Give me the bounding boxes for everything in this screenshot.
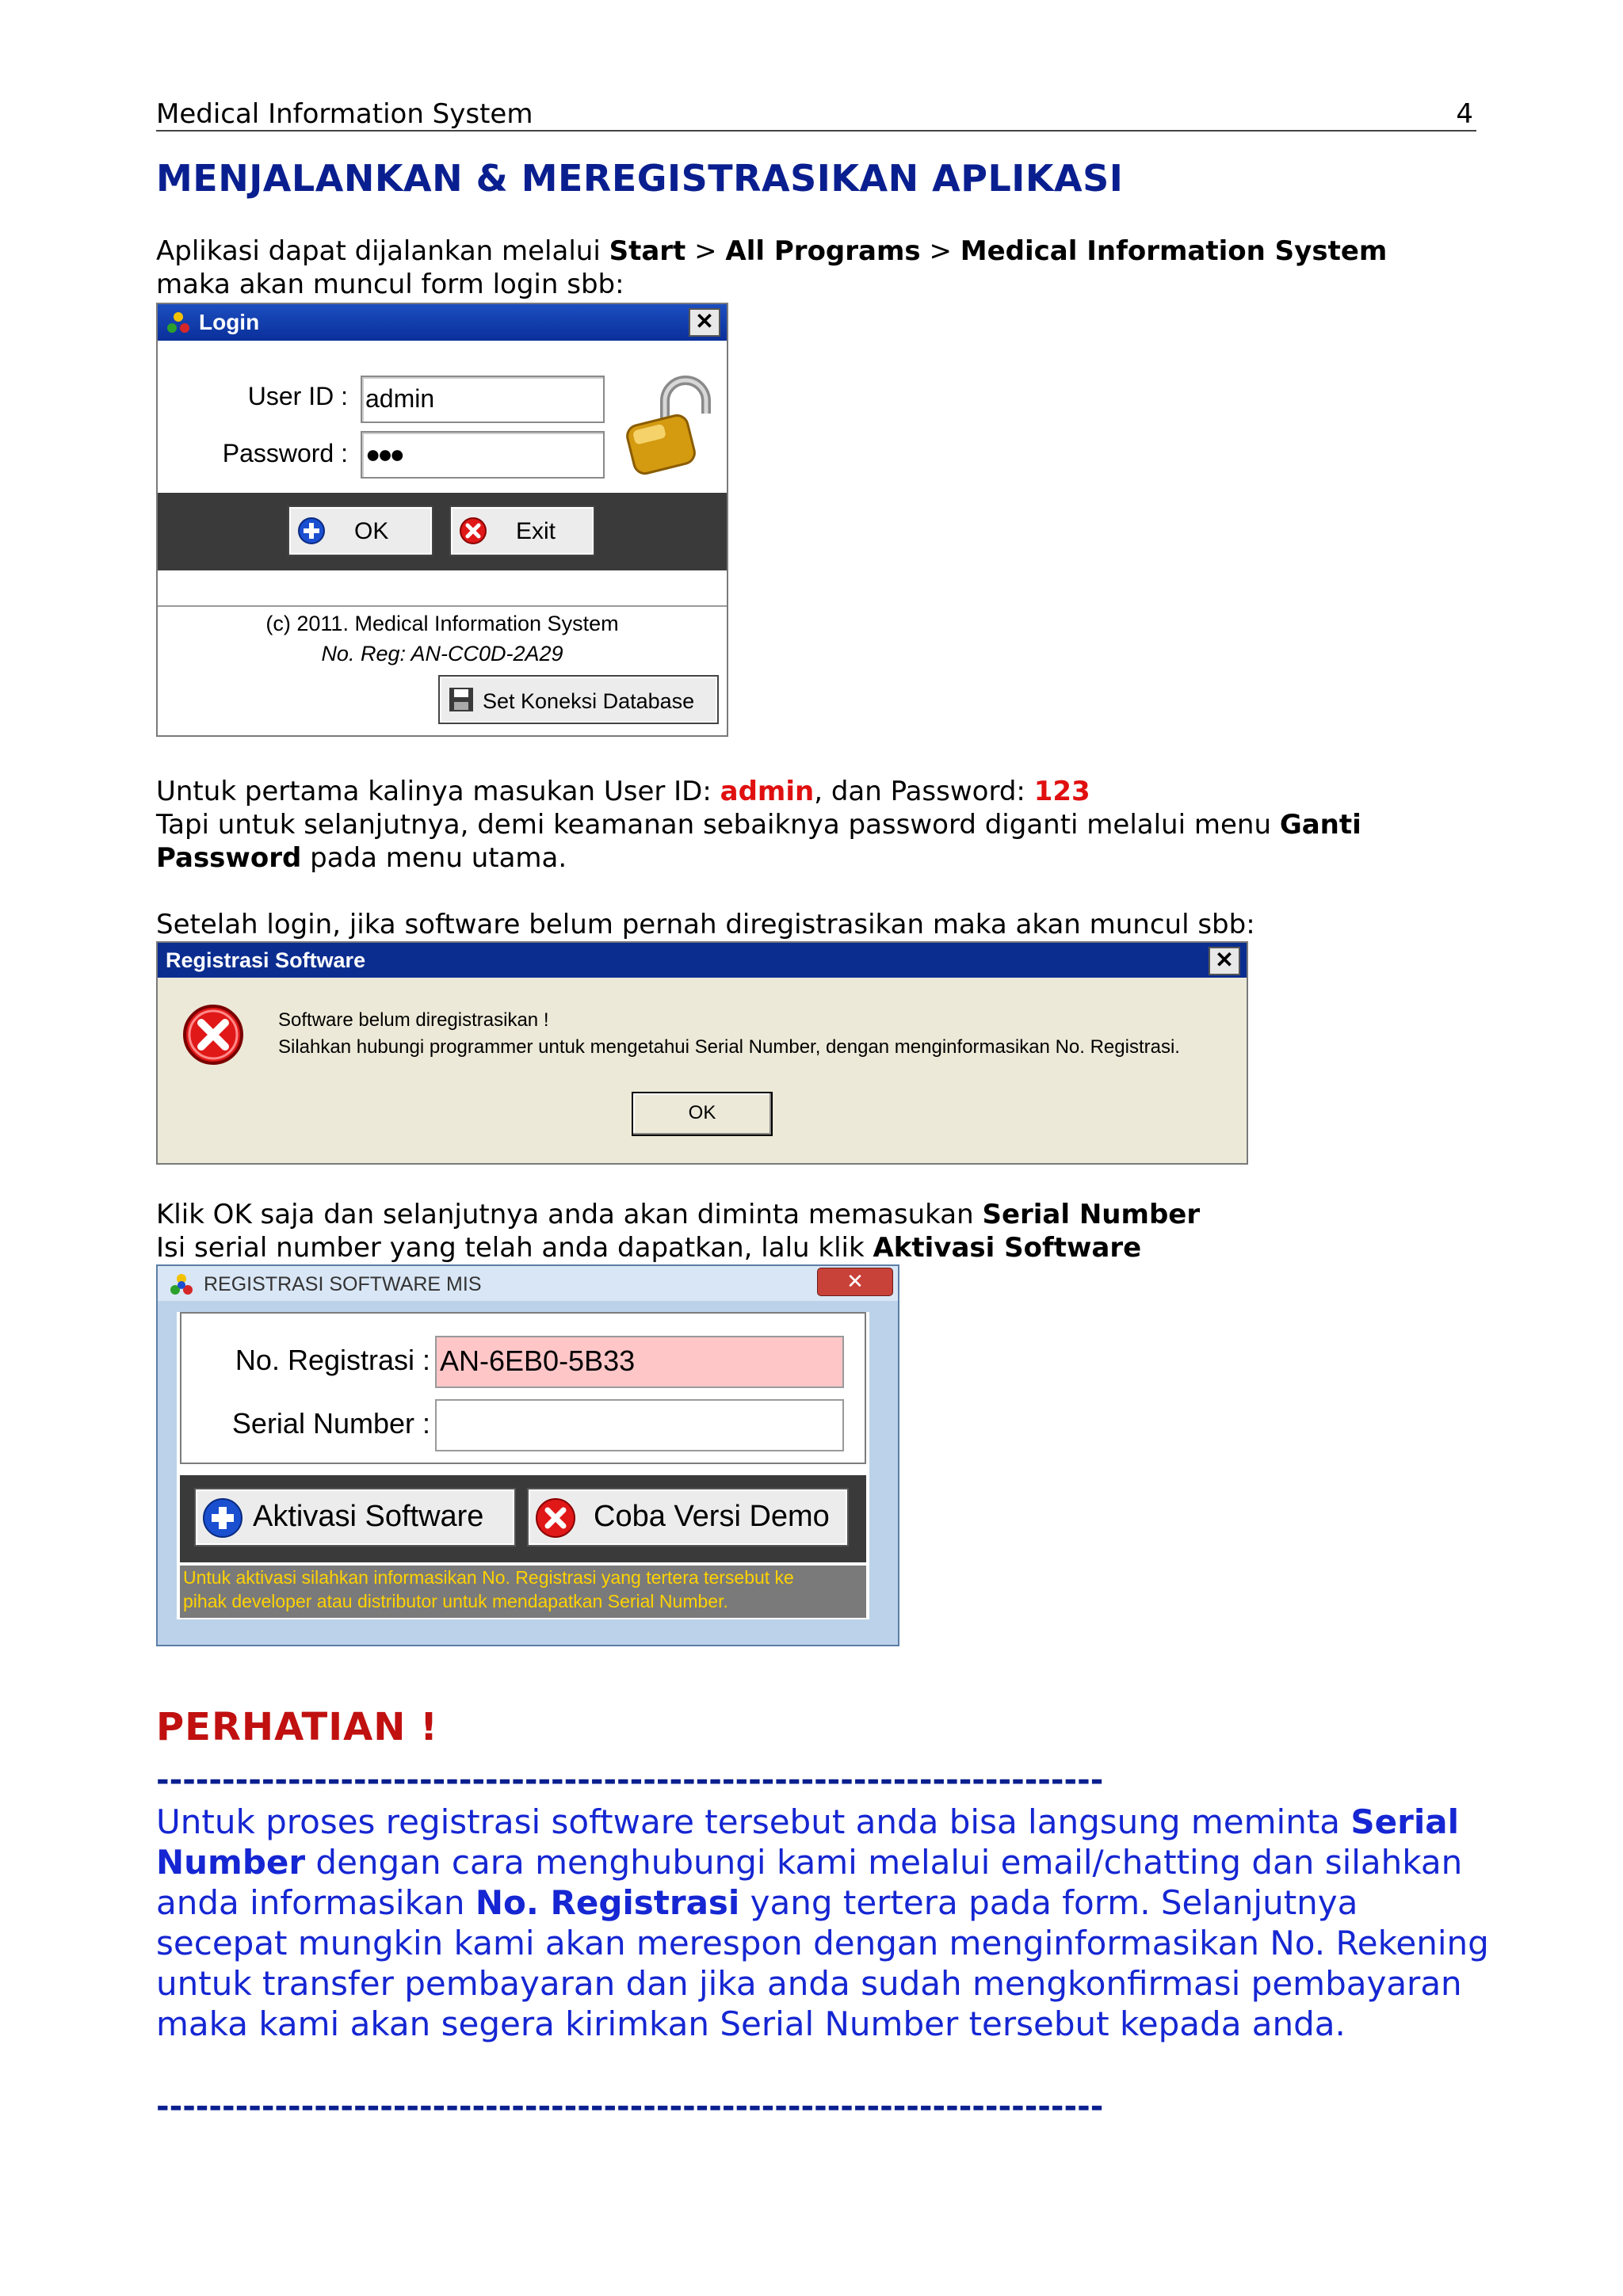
- menu-ganti: Ganti: [1279, 809, 1361, 841]
- serial-instructions-text: Klik OK saja dan selanjutnya anda akan diminta memasukan: [156, 1199, 983, 1230]
- dash-divider-bottom: ------------------------------------------------------------------------: [156, 2088, 1104, 2125]
- page-header: [156, 98, 1476, 132]
- section-heading: MENJALANKAN & MEREGISTRASIKAN APLIKASI: [156, 157, 1124, 200]
- login-title: Login: [199, 310, 260, 334]
- default-user-id: admin: [720, 776, 815, 807]
- user-id-label: User ID :: [247, 382, 348, 410]
- perhatian-text: yang tertera pada form. Selanjutnya secepat mungkin kami akan merespon dengan menginformasikan No. Rekening untuk transfer pembayaran dan jika anda sudah mengkonfirmasi pembayaran maka kami akan segera kirimkan Serial Number tersebut kepada anda.: [156, 1883, 1489, 2043]
- aktivasi-software-term: Aktivasi Software: [873, 1232, 1142, 1264]
- cancel-icon: [459, 517, 487, 545]
- message-line2: Silahkan hubungi programmer untuk mengetahui Serial Number, dengan menginformasikan No. Registrasi.: [278, 1036, 1180, 1058]
- ok-button[interactable]: [289, 507, 432, 555]
- registrasi-body: [177, 1312, 869, 1619]
- registrasi-message-box: [156, 941, 1248, 1165]
- no-registrasi-label: No. Registrasi :: [235, 1344, 430, 1376]
- intro-text: Aplikasi dapat dijalankan melalui: [156, 235, 609, 267]
- aktivasi-note-line1: Untuk aktivasi silahkan informasikan No. Registrasi yang tertera tersebut ke: [183, 1567, 794, 1588]
- login-instructions-text: Untuk pertama kalinya masukan User ID:: [156, 776, 720, 807]
- serial-number-label: Serial Number :: [231, 1407, 430, 1440]
- cancel-icon: [535, 1497, 576, 1539]
- aktivasi-note-line2: pihak developer atau distributor untuk mendapatkan Serial Number.: [183, 1591, 728, 1611]
- user-id-input[interactable]: admin: [361, 376, 605, 423]
- login-footer-divider: [158, 605, 727, 607]
- intro-sep: >: [920, 235, 960, 267]
- perhatian-paragraph: [156, 1802, 1495, 2044]
- intro-all-programs: All Programs: [725, 235, 921, 267]
- registrasi-fields-group: [180, 1312, 866, 1464]
- registrasi-close-button[interactable]: ✕: [817, 1268, 893, 1296]
- serial-number-term: Serial Number: [982, 1199, 1201, 1230]
- login-instructions: [156, 775, 1487, 875]
- serial-instructions-text: Isi serial number yang telah anda dapatkan, lalu klik: [156, 1232, 873, 1264]
- login-window: [156, 303, 728, 737]
- perhatian-heading: PERHATIAN !: [156, 1705, 439, 1749]
- header-title: Medical Information System: [156, 98, 533, 130]
- intro-line2: maka akan muncul form login sbb:: [156, 269, 624, 300]
- aktivasi-software-label: Aktivasi Software: [253, 1500, 484, 1533]
- intro-paragraph: [156, 235, 1487, 301]
- exit-button[interactable]: [451, 507, 594, 555]
- serial-instructions: [156, 1198, 1487, 1264]
- intro-sep: >: [685, 235, 726, 267]
- default-password: 123: [1033, 776, 1090, 807]
- message-ok-button[interactable]: OK: [632, 1092, 773, 1136]
- floppy-disk-icon: [448, 686, 475, 713]
- password-label: Password :: [222, 439, 348, 467]
- login-instructions-text: pada menu utama.: [301, 842, 567, 874]
- aktivasi-note: [180, 1566, 866, 1618]
- coba-versi-demo-button[interactable]: [529, 1489, 847, 1545]
- login-button-bar: [158, 493, 727, 570]
- intro-start: Start: [609, 235, 686, 267]
- message-titlebar: [158, 943, 1247, 978]
- registrasi-button-bar: [180, 1475, 866, 1562]
- login-titlebar: [158, 304, 727, 341]
- after-login-text: Setelah login, jika software belum pernah diregistrasikan maka akan muncul sbb:: [156, 909, 1255, 940]
- plus-icon: [202, 1497, 243, 1539]
- aktivasi-software-button[interactable]: [196, 1489, 514, 1545]
- registrasi-titlebar: [158, 1266, 898, 1301]
- perhatian-no-registrasi: No. Registrasi: [475, 1883, 740, 1922]
- page-number: 4: [1456, 98, 1473, 130]
- perhatian-text: dengan cara menghubungi kami melalui email/chatting dan silahkan anda informasikan: [156, 1843, 1463, 1922]
- coba-versi-demo-label: Coba Versi Demo: [594, 1500, 830, 1533]
- reg-number-text: No. Reg: AN-CC0D-2A29: [321, 642, 563, 666]
- intro-mis: Medical Information System: [960, 235, 1388, 267]
- set-koneksi-database-label: Set Koneksi Database: [483, 689, 695, 713]
- message-line1: Software belum diregistrasikan !: [278, 1009, 549, 1031]
- menu-password: Password: [156, 842, 302, 874]
- login-instructions-text: Tapi untuk selanjutnya, demi keamanan sebaiknya password diganti melalui menu: [156, 809, 1280, 841]
- perhatian-serial-number: Serial Number: [156, 1802, 1459, 1882]
- error-icon: [181, 1003, 245, 1066]
- registrasi-title: REGISTRASI SOFTWARE MIS: [204, 1273, 482, 1295]
- plus-icon: [297, 517, 326, 545]
- no-registrasi-field[interactable]: AN-6EB0-5B33: [435, 1336, 844, 1388]
- message-close-button[interactable]: ✕: [1209, 947, 1240, 975]
- registrasi-software-window: [156, 1264, 899, 1646]
- ok-button-label: OK: [354, 518, 389, 544]
- serial-number-field[interactable]: [435, 1399, 844, 1451]
- app-logo-icon: [169, 1272, 194, 1298]
- set-koneksi-database-button[interactable]: [440, 677, 717, 723]
- perhatian-text: Untuk proses registrasi software tersebut anda bisa langsung meminta: [156, 1802, 1351, 1841]
- login-instructions-text: , dan Password:: [814, 776, 1034, 807]
- dash-divider-top: ------------------------------------------------------------------------: [156, 1762, 1104, 1798]
- password-input[interactable]: ●●●: [361, 431, 605, 479]
- padlock-icon: [625, 374, 712, 477]
- copyright-text: (c) 2011. Medical Information System: [265, 612, 619, 635]
- message-title: Registrasi Software: [166, 948, 366, 972]
- login-close-button[interactable]: ✕: [689, 308, 720, 337]
- exit-button-label: Exit: [516, 518, 556, 544]
- app-logo-icon: [166, 311, 191, 336]
